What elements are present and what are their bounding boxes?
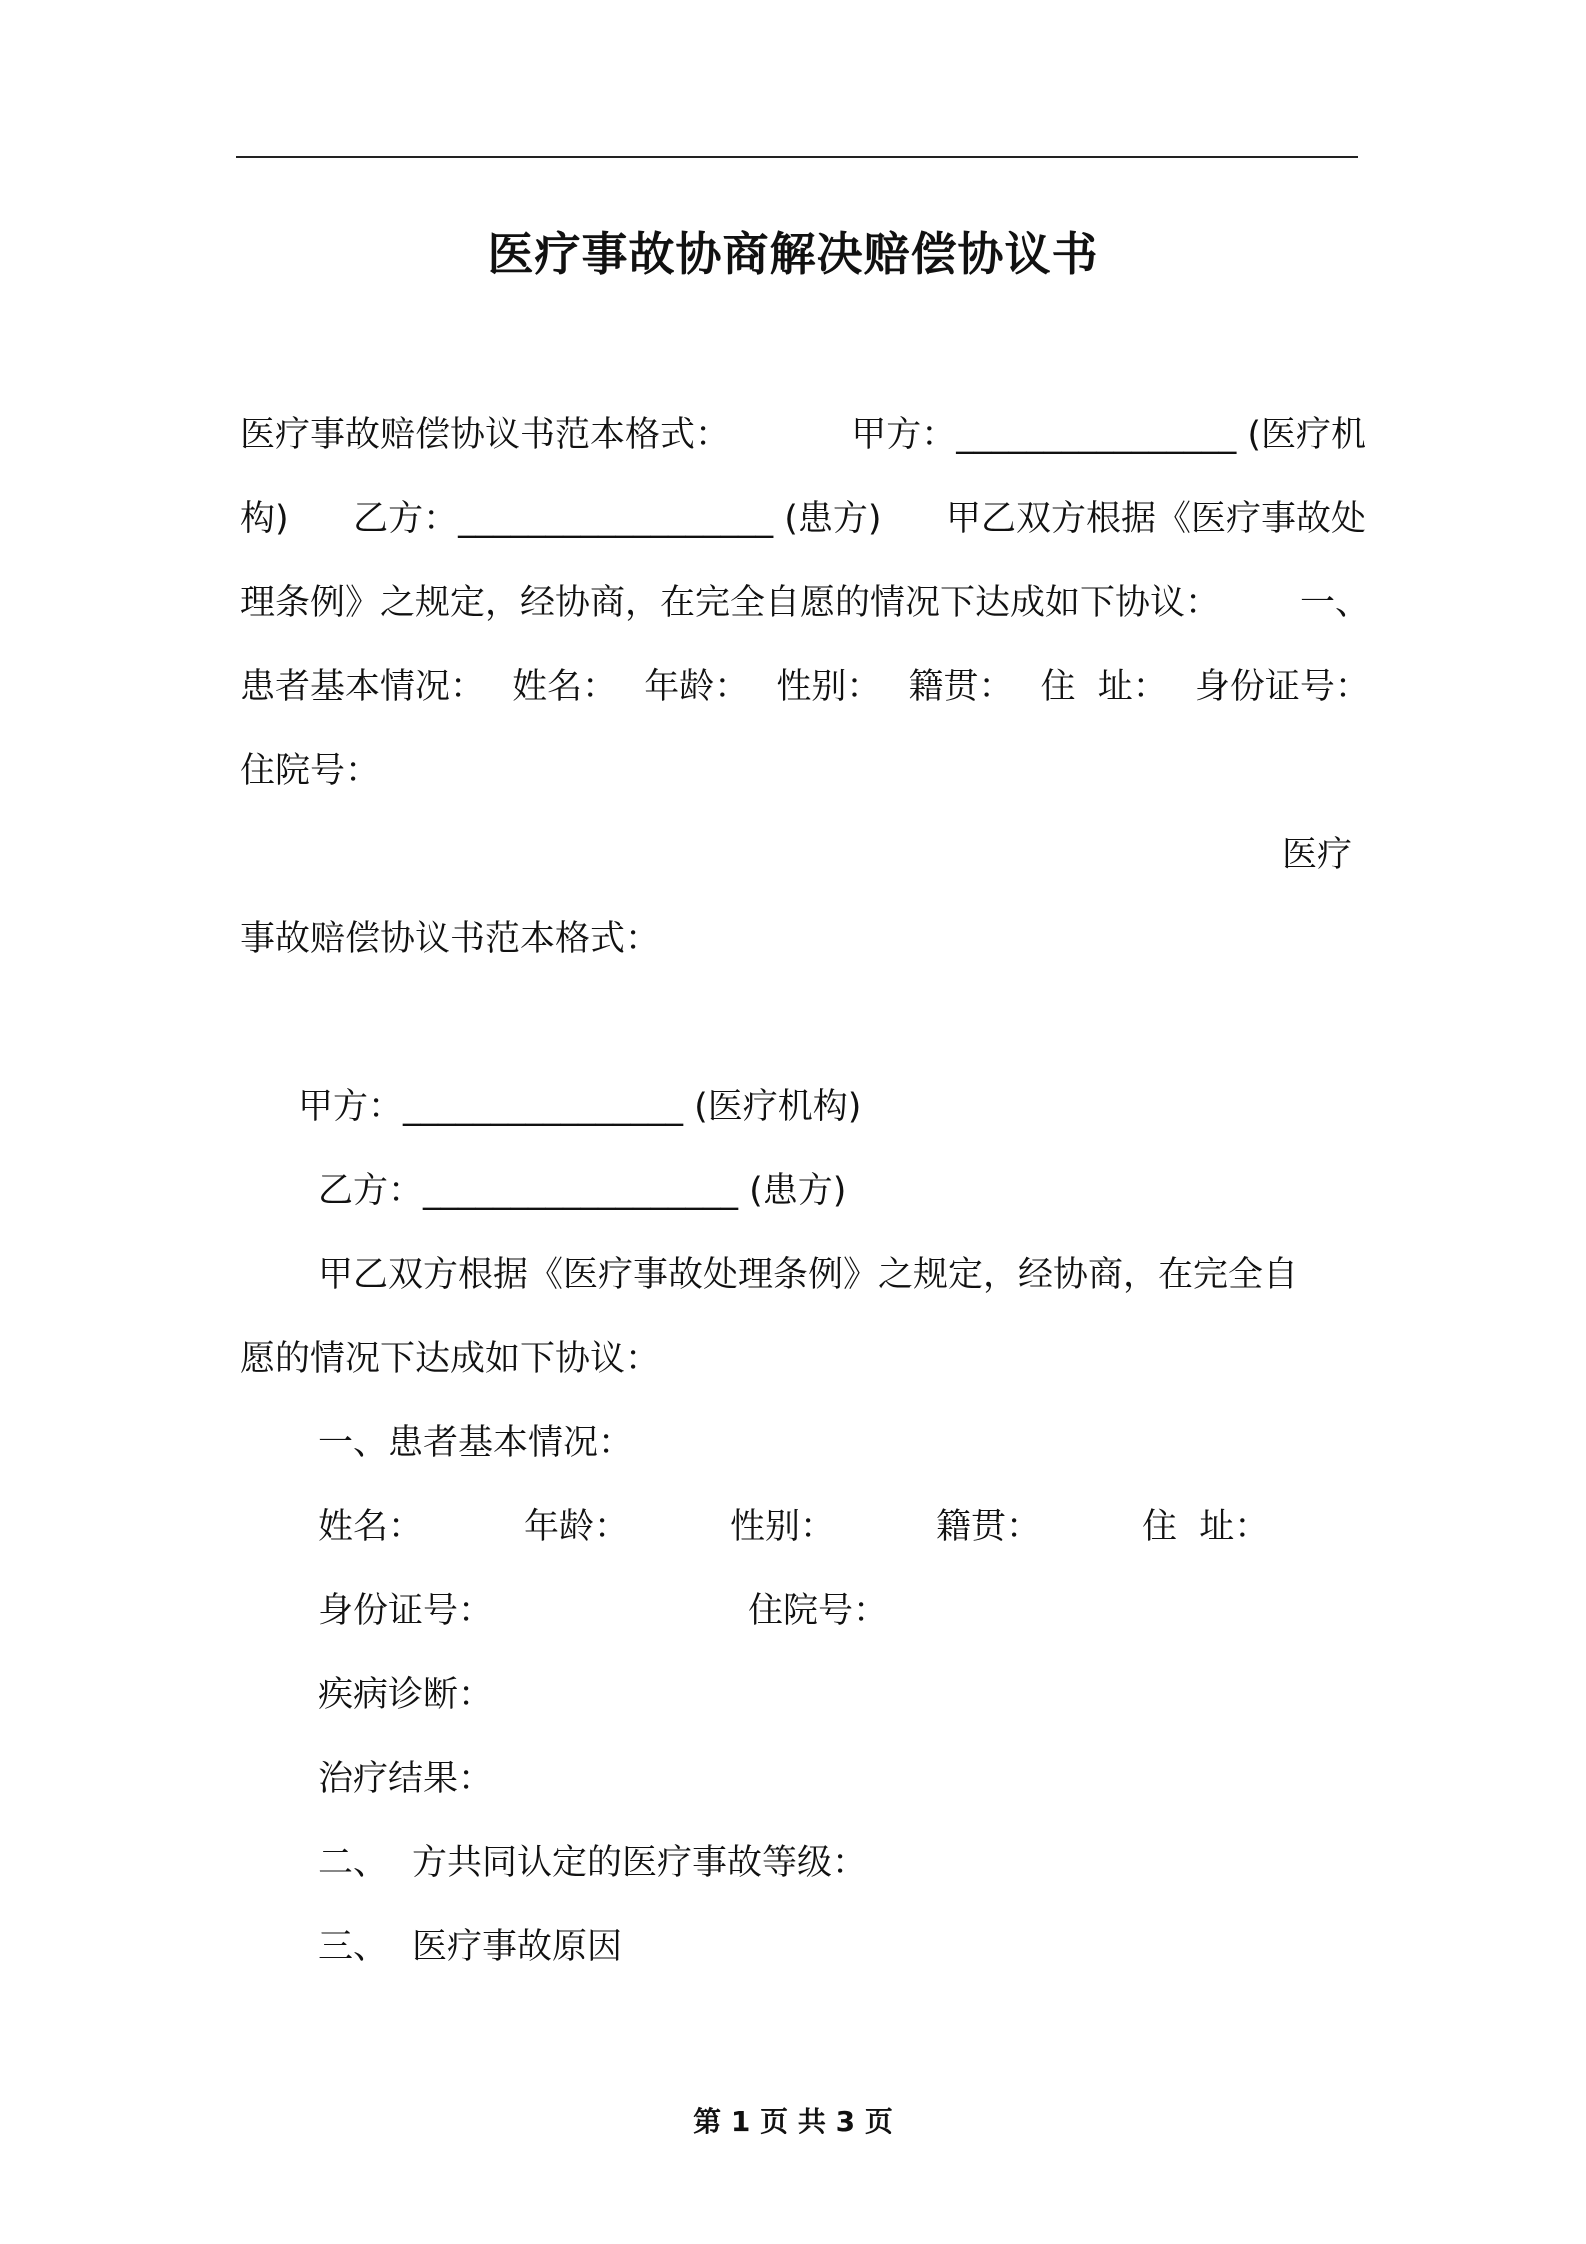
page-footer: 第 1 页 共 3 页 [693,2105,893,2138]
summary-line-1 [240,415,1366,455]
summary-line-4 [240,667,1370,707]
field-address: 住 址： [1142,1507,1270,1547]
section-2-text: 方共同认定的医疗事故等级： [412,1843,868,1883]
field-id-number: 身份证号： [318,1591,494,1631]
heading-tail: 医疗 [1282,835,1353,875]
field-gender: 性别： [730,1507,836,1547]
party-b: 乙方：__________________ (患方) [318,1171,847,1211]
field-age: 年龄： [524,1507,630,1547]
heading-continued: 事故赔偿协议书范本格式： [240,919,661,959]
summary-text: 乙方：__________________ (患方) [353,499,882,539]
summary-text: 性别： [776,667,882,707]
field-name: 姓名： [318,1507,424,1547]
summary-text: 甲乙双方根据《医疗事故处 [945,499,1366,539]
summary-text: 姓名： [512,667,618,707]
intro-line-1: 甲乙双方根据《医疗事故处理条例》之规定，经协商，在完全自 [318,1255,1299,1295]
document-title: 医疗事故协商解决赔偿协议书 [487,227,1099,281]
summary-text: 籍贯： [908,667,1014,707]
summary-text: 年龄： [644,667,750,707]
section-1-title: 一、患者基本情况： [318,1423,634,1463]
summary-text: 甲方：________________ (医疗机 [851,415,1366,455]
section-3-number: 三、 [318,1927,389,1967]
summary-text: 住 址： [1040,667,1168,707]
field-origin: 籍贯： [936,1507,1042,1547]
party-a: 甲方：________________ (医疗机构) [298,1087,862,1127]
summary-line-5: 住院号： [240,751,381,791]
summary-text: 理条例》之规定，经协商，在完全自愿的情况下达成如下协议： [240,583,1221,623]
header-rule [236,156,1358,158]
field-diagnosis: 疾病诊断： [318,1675,494,1715]
summary-text: 身份证号： [1194,667,1370,707]
section-2-number: 二、 [318,1843,389,1883]
field-admission-no: 住院号： [748,1591,889,1631]
summary-line-2 [240,499,1366,539]
summary-text: 一、 [1299,583,1370,623]
summary-text: 构) [240,499,289,539]
summary-line-3 [240,583,1370,623]
field-treatment-result: 治疗结果： [318,1759,494,1799]
intro-line-2: 愿的情况下达成如下协议： [240,1339,661,1379]
summary-text: 医疗事故赔偿协议书范本格式： [240,415,731,455]
section-3-text: 医疗事故原因 [412,1927,623,1967]
summary-text: 患者基本情况： [240,667,486,707]
